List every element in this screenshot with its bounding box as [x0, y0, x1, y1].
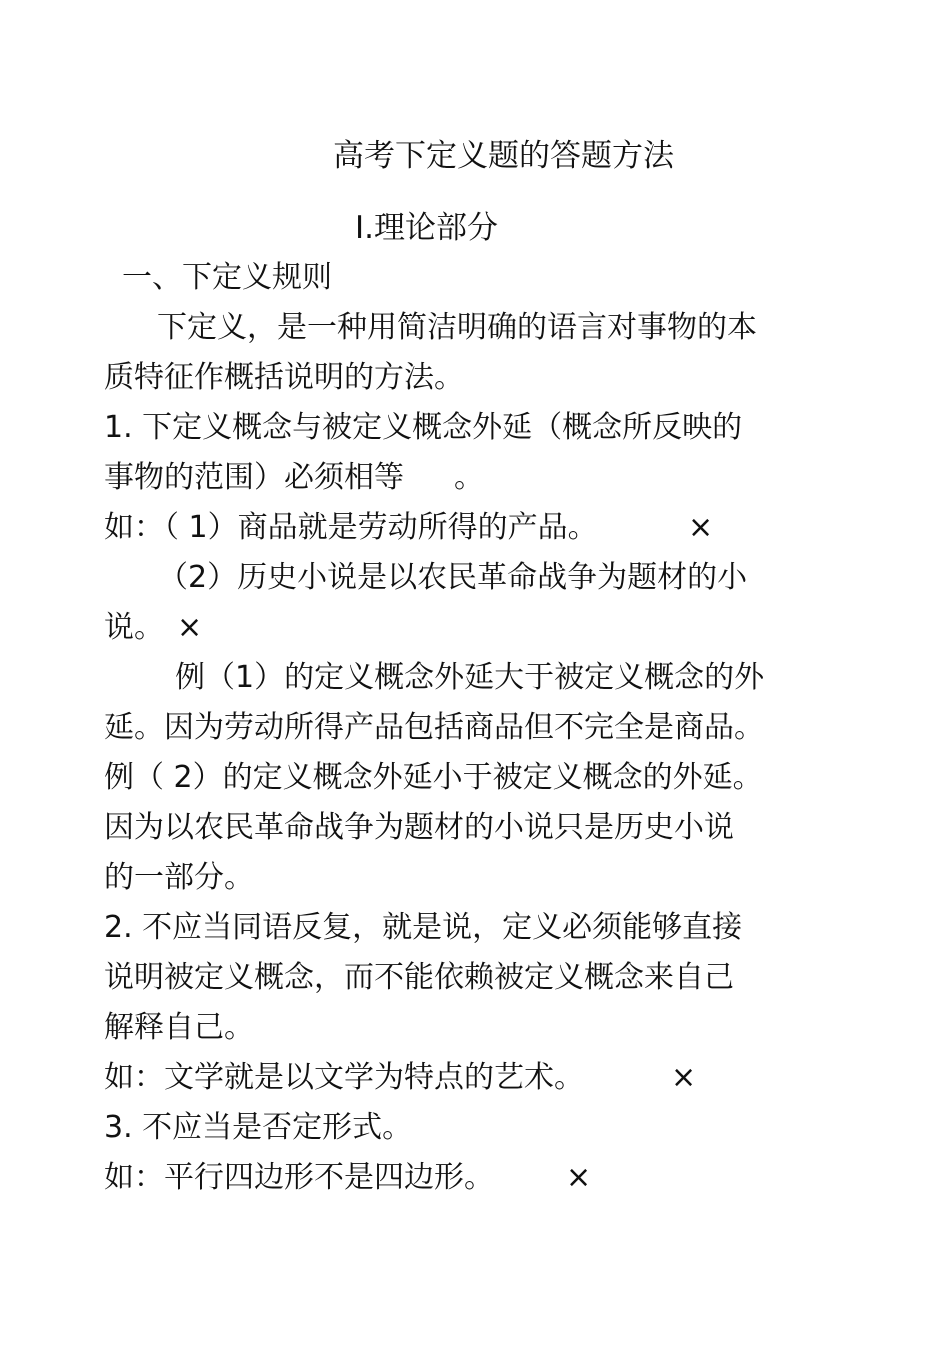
rule-1-period: 。: [454, 460, 484, 495]
intro-line-1: 下定义，是一种用简洁明确的语言对事物的本: [157, 310, 757, 345]
example-1b-line-1: （2）历史小说是以农民革命战争为题材的小: [158, 560, 748, 595]
rule-2-line-1: 2. 不应当同语反复，就是说，定义必须能够直接: [104, 910, 743, 945]
explanation-line-2: 延。因为劳动所得产品包括商品但不完全是商品。: [104, 710, 764, 745]
example-1a: 如：（ 1）商品就是劳动所得的产品。: [104, 510, 598, 545]
rule-2-line-3: 解释自己。: [104, 1010, 254, 1045]
rule-1-line-2: 事物的范围）必须相等: [104, 460, 404, 495]
wrong-mark-1b: ×: [177, 610, 203, 645]
explanation-line-1: 例（1）的定义概念外延大于被定义概念的外: [175, 660, 765, 695]
rule-1-line-1: 1. 下定义概念与被定义概念外延（概念所反映的: [104, 410, 743, 445]
rule-3: 3. 不应当是否定形式。: [104, 1110, 413, 1145]
example-1b-line-2: 说。: [104, 610, 164, 645]
intro-line-2: 质特征作概括说明的方法。: [104, 360, 464, 395]
wrong-mark-1a: ×: [688, 510, 714, 545]
rule-2-line-2: 说明被定义概念，而不能依赖被定义概念来自己: [104, 960, 734, 995]
explanation-line-3: 例（ 2）的定义概念外延小于被定义概念的外延。: [104, 760, 763, 795]
example-3: 如：平行四边形不是四边形。: [104, 1160, 494, 1195]
wrong-mark-2: ×: [671, 1060, 697, 1095]
document-title: 高考下定义题的答题方法: [333, 138, 674, 174]
wrong-mark-3: ×: [566, 1160, 592, 1195]
explanation-line-5: 的一部分。: [104, 860, 254, 895]
explanation-line-4: 因为以农民革命战争为题材的小说只是历史小说: [104, 810, 734, 845]
part-title: Ⅰ.理论部分: [355, 210, 498, 246]
section-heading: 一、下定义规则: [122, 260, 332, 295]
example-2: 如：文学就是以文学为特点的艺术。: [104, 1060, 584, 1095]
